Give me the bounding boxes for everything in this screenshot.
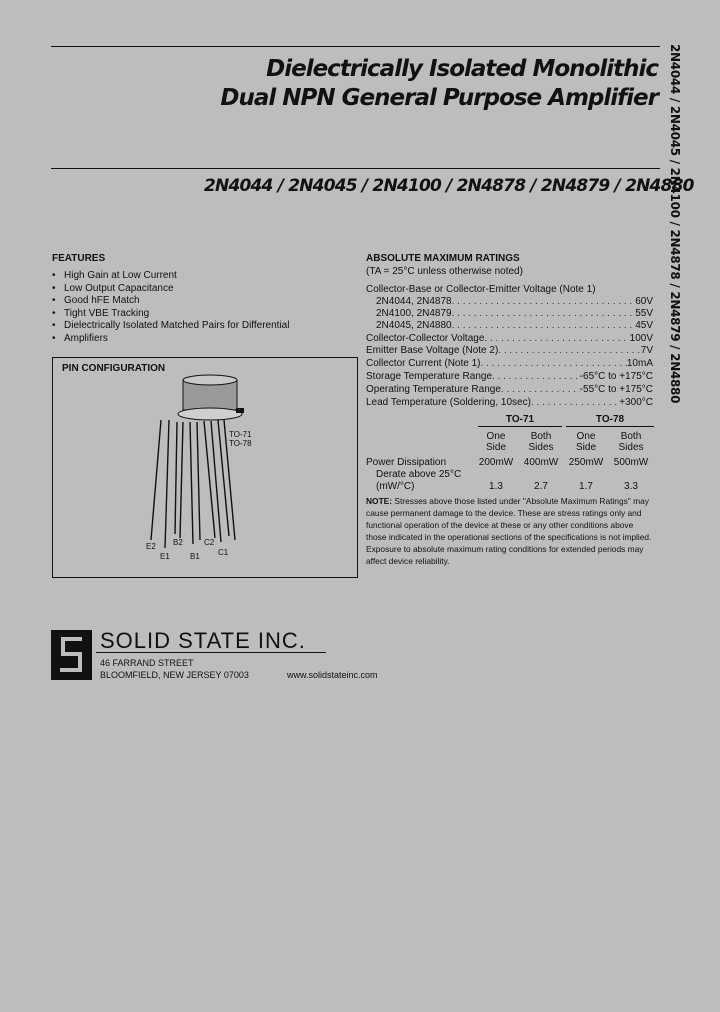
package-header-to78: TO-78 bbox=[595, 414, 625, 425]
mid-rule bbox=[51, 168, 660, 169]
rating-value: -55°C to +175°C bbox=[579, 384, 653, 395]
column-header-line: Sides bbox=[618, 442, 644, 453]
feature-item: • Low Output Capacitance bbox=[52, 283, 289, 296]
feature-item: • Tight VBE Tracking bbox=[52, 308, 289, 321]
power-value: 500mW bbox=[613, 457, 649, 468]
rating-label: Collector-Collector Voltage bbox=[366, 333, 485, 344]
pin-label-b2: B2 bbox=[173, 538, 183, 547]
title-line2: Dual NPN General Purpose Amplifier bbox=[220, 85, 658, 111]
derate-unit-label: (mW/°C) bbox=[376, 481, 415, 492]
rating-value: 60V bbox=[635, 296, 653, 307]
company-name: SOLID STATE INC. bbox=[100, 628, 306, 653]
rating-row bbox=[366, 333, 653, 345]
package-label-to78: TO-78 bbox=[229, 439, 252, 448]
rating-value: 10mA bbox=[626, 358, 653, 369]
to78-underline bbox=[566, 426, 654, 427]
rating-row bbox=[376, 308, 653, 320]
package-label-to71: TO-71 bbox=[229, 430, 252, 439]
note-text: Stresses above those listed under "Absolute Maximum Ratings" may cause permanent damage to the device. These are stress ratings only and functional operation of the device at these or any other conditions above those indicated in the operational sections of the specifications is not implied. Exposure to absolute maximum rating conditions for extended periods may affect device reliability. bbox=[366, 496, 652, 566]
rating-row bbox=[376, 320, 653, 332]
rating-label: Lead Temperature (Soldering, 10sec) bbox=[366, 397, 531, 408]
derate-value: 3.3 bbox=[624, 481, 638, 492]
pin-label-c1: C1 bbox=[218, 548, 229, 557]
note-label: NOTE: bbox=[366, 496, 393, 506]
pin-label-e1: E1 bbox=[160, 552, 170, 561]
ratings-note bbox=[366, 495, 656, 567]
rating-value: 7V bbox=[640, 345, 653, 356]
feature-item-continuation: Amplifiers bbox=[64, 332, 108, 344]
side-banner: 2N4044 / 2N4045 / 2N4100 / 2N4878 / 2N4879 / 2N4880 bbox=[668, 44, 682, 404]
company-website: www.solidstateinc.com bbox=[287, 670, 378, 680]
pin-label-b1: B1 bbox=[190, 552, 200, 561]
rating-label: Emitter Base Voltage (Note 2) bbox=[366, 345, 499, 356]
column-header-line: One bbox=[576, 431, 596, 442]
rating-label: 2N4100, 2N4879 bbox=[376, 308, 452, 319]
feature-item: • High Gain at Low Current bbox=[52, 270, 289, 283]
rating-row bbox=[366, 397, 653, 409]
derate-label: Derate above 25°C bbox=[376, 469, 462, 480]
rating-value: 100V bbox=[629, 333, 653, 344]
column-header-line: Side bbox=[575, 442, 596, 453]
rating-label: Storage Temperature Range bbox=[366, 371, 493, 382]
rating-label: Collector Current (Note 1) bbox=[366, 358, 481, 369]
rating-label: 2N4044, 2N4878 bbox=[376, 296, 452, 307]
column-header bbox=[476, 431, 516, 453]
pin-label-c2: C2 bbox=[204, 538, 215, 547]
column-header bbox=[610, 431, 652, 453]
top-rule bbox=[51, 46, 660, 47]
package-header-to71: TO-71 bbox=[505, 414, 535, 425]
pin-config-heading: PIN CONFIGURATION bbox=[62, 363, 166, 374]
feature-item bbox=[52, 333, 289, 346]
rating-value: +300°C bbox=[619, 397, 653, 408]
rating-row bbox=[376, 296, 653, 308]
rating-row bbox=[366, 358, 653, 370]
features-heading: FEATURES bbox=[52, 253, 106, 264]
features-list bbox=[52, 270, 289, 346]
rating-value: 55V bbox=[635, 308, 653, 319]
column-header bbox=[520, 431, 562, 453]
column-header-line: Side bbox=[485, 442, 506, 453]
feature-item: • Dielectrically Isolated Matched Pairs for Differential bbox=[52, 320, 289, 333]
derate-value: 1.3 bbox=[489, 481, 503, 492]
column-header bbox=[566, 431, 606, 453]
rating-value: -65°C to +175°C bbox=[579, 371, 653, 382]
company-city: BLOOMFIELD, NEW JERSEY 07003 bbox=[100, 670, 249, 680]
column-header-line: Both bbox=[620, 431, 642, 442]
to71-underline bbox=[478, 426, 562, 427]
power-value: 250mW bbox=[568, 457, 604, 468]
rating-row bbox=[366, 371, 653, 383]
column-header-line: One bbox=[486, 431, 506, 442]
pin-configuration-box bbox=[52, 357, 358, 578]
power-value: 400mW bbox=[523, 457, 559, 468]
company-street: 46 FARRAND STREET bbox=[100, 658, 194, 668]
derate-value: 2.7 bbox=[534, 481, 548, 492]
ratings-group-label: Collector-Base or Collector-Emitter Voltage (Note 1) bbox=[366, 284, 596, 295]
company-logo bbox=[51, 630, 92, 680]
power-value: 200mW bbox=[478, 457, 514, 468]
ratings-heading: ABSOLUTE MAXIMUM RATINGS bbox=[366, 253, 520, 264]
rating-row bbox=[366, 384, 653, 396]
part-numbers: 2N4044 / 2N4045 / 2N4100 / 2N4878 / 2N4879 / 2N4880 bbox=[204, 176, 694, 196]
feature-item: • Good hFE Match bbox=[52, 295, 289, 308]
rating-label: Operating Temperature Range bbox=[366, 384, 501, 395]
pin-label-e2: E2 bbox=[146, 542, 156, 551]
rating-row bbox=[366, 345, 653, 357]
derate-value: 1.7 bbox=[579, 481, 593, 492]
column-header-line: Both bbox=[530, 431, 552, 442]
title-line1: Dielectrically Isolated Monolithic bbox=[266, 56, 658, 82]
rating-value: 45V bbox=[635, 320, 653, 331]
column-header-line: Sides bbox=[528, 442, 554, 453]
power-dissipation-label: Power Dissipation bbox=[366, 457, 447, 468]
rating-label: 2N4045, 2N4880 bbox=[376, 320, 452, 331]
ratings-condition: (TA = 25°C unless otherwise noted) bbox=[366, 266, 523, 277]
